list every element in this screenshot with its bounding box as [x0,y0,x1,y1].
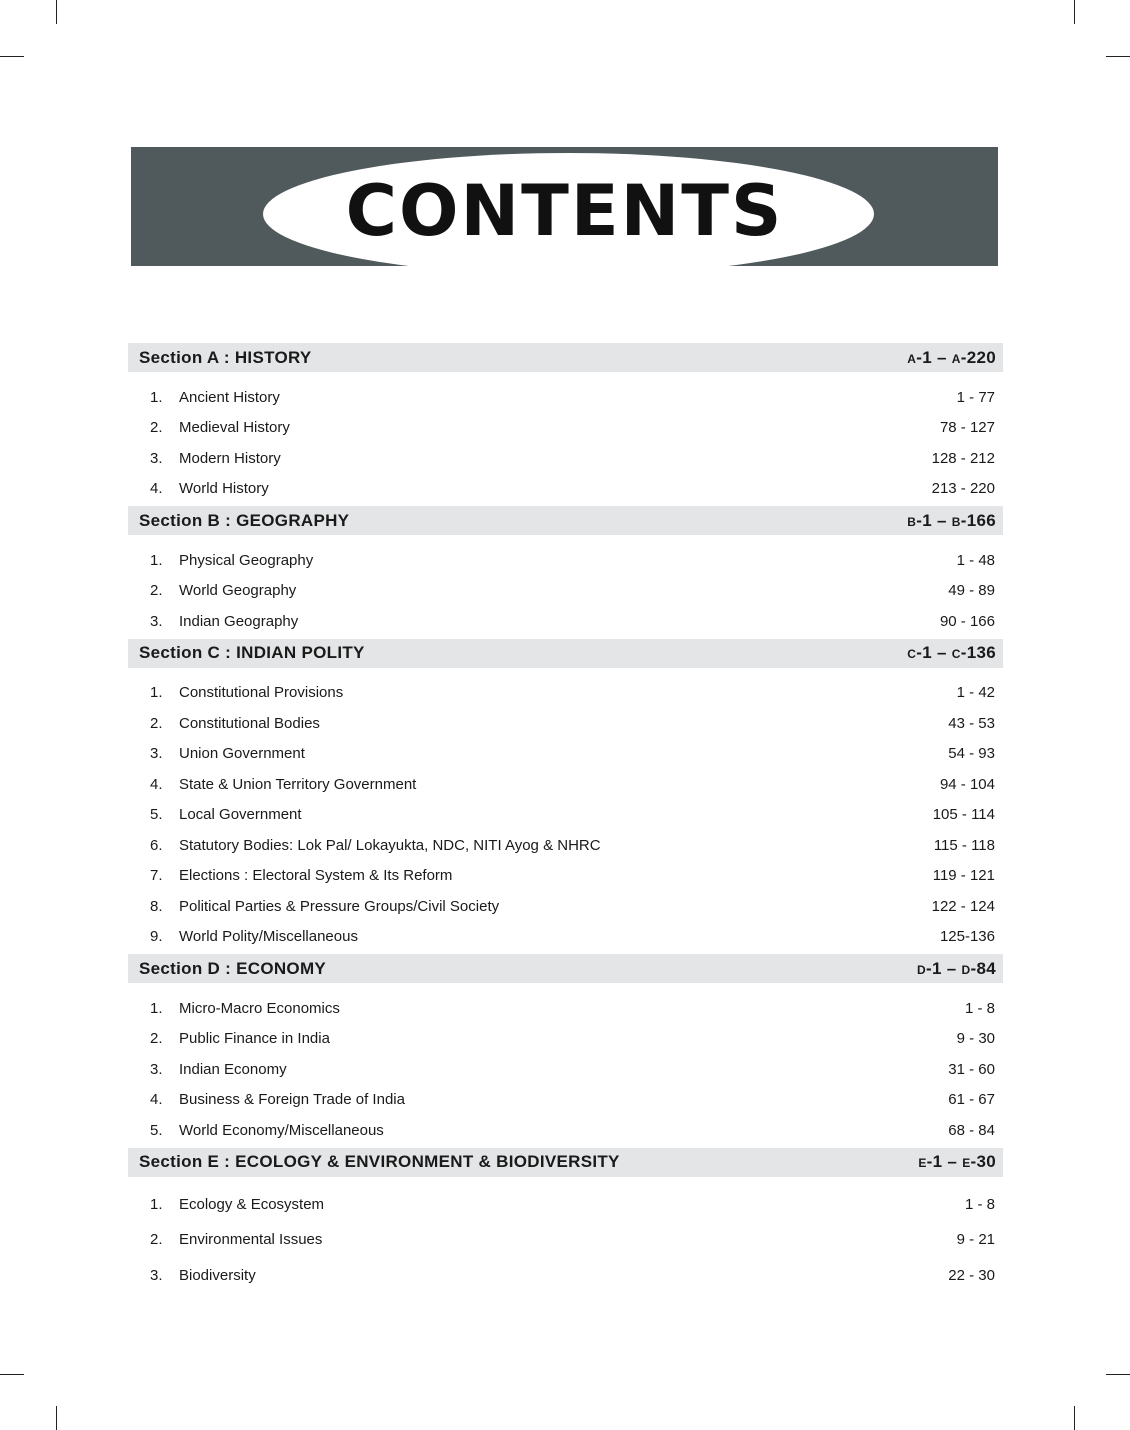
crop-mark [0,1374,24,1375]
entry-label: Modern History [179,449,281,467]
entry-pages: 125-136 [939,928,995,946]
entry-number: 1. [150,388,163,406]
entry-label: Physical Geography [179,551,314,569]
toc-entry[interactable] [128,1222,1003,1258]
toc-entry[interactable] [128,739,1003,770]
range-prefix: E [962,1156,971,1170]
entry-label: Political Parties & Pressure Groups/Civil Society [179,897,500,915]
entry-label: World History [179,480,269,498]
entry-number: 1. [150,684,163,702]
crop-mark [1074,1406,1075,1430]
section-item-list [128,668,1003,955]
toc-entry[interactable] [128,800,1003,831]
toc-entry[interactable] [128,1054,1003,1085]
section-item-list [128,372,1003,506]
entry-pages: 213 - 220 [931,480,995,498]
section-header-a[interactable] [128,343,1003,372]
entry-label: Biodiversity [179,1266,256,1284]
range-number: -1 – [916,510,952,530]
entry-label: Indian Economy [179,1060,287,1078]
toc-entry[interactable] [128,1085,1003,1116]
section-page-range [917,959,996,979]
range-prefix: C [907,647,917,661]
crop-mark [1106,56,1130,57]
entry-number: 1. [150,999,163,1017]
entry-pages: 22 - 30 [948,1266,995,1284]
toc-entry[interactable] [128,606,1003,637]
entry-number: 4. [150,775,163,793]
range-number: -1 – [916,643,952,662]
section-title: Section E : ECOLOGY & ENVIRONMENT & BIODIVERSITY [139,1152,620,1171]
entry-number: 4. [150,1091,163,1109]
crop-mark [56,1406,57,1430]
crop-mark [56,0,57,24]
entry-label: World Geography [179,582,297,600]
entry-label: Local Government [179,806,302,824]
entry-label: Union Government [179,745,305,763]
toc-entry[interactable] [128,1187,1003,1223]
section-header-c[interactable] [128,639,1003,668]
range-number: -1 – [926,958,962,978]
range-prefix: A [951,351,961,366]
entry-label: Public Finance in India [179,1030,330,1048]
entry-number: 3. [150,1266,163,1284]
entry-pages: 61 - 67 [948,1091,995,1109]
entry-number: 3. [150,1060,163,1078]
range-number: -1 – [926,1152,963,1171]
range-prefix: E [918,1156,927,1170]
toc-entry[interactable] [128,382,1003,413]
table-of-contents [128,343,1003,1295]
entry-number: 3. [150,612,163,630]
entry-pages: 119 - 121 [932,867,995,885]
entry-number: 5. [150,1121,163,1139]
toc-entry[interactable] [128,861,1003,892]
entry-pages: 128 - 212 [931,449,995,467]
range-number: -84 [970,958,996,978]
range-prefix: C [951,647,961,661]
entry-pages: 1 - 42 [956,684,995,702]
toc-entry[interactable] [128,413,1003,444]
entry-number: 1. [150,1195,163,1213]
entry-pages: 54 - 93 [948,745,995,763]
entry-label: State & Union Territory Government [179,775,417,793]
section-title: Section C : INDIAN POLITY [139,643,365,662]
entry-number: 5. [150,806,163,824]
section-item-list [128,535,1003,639]
entry-label: Statutory Bodies: Lok Pal/ Lokayukta, NDC, NITI Ayog & NHRC [179,836,601,854]
entry-number: 6. [150,836,163,854]
toc-entry[interactable] [128,545,1003,576]
toc-entry[interactable] [128,1024,1003,1055]
range-number: -220 [960,347,996,367]
range-number: -136 [960,643,996,662]
entry-pages: 94 - 104 [939,775,995,793]
section-page-range [907,643,996,663]
entry-pages: 105 - 114 [932,806,995,824]
toc-entry[interactable] [128,830,1003,861]
toc-entry[interactable] [128,443,1003,474]
entry-label: World Economy/Miscellaneous [179,1121,384,1139]
range-prefix: A [907,351,917,366]
entry-number: 8. [150,897,163,915]
toc-entry[interactable] [128,769,1003,800]
entry-number: 3. [150,745,163,763]
contents-banner [131,147,998,266]
range-prefix: B [907,514,917,529]
section-item-list [128,1177,1003,1296]
range-number: -166 [960,510,996,530]
range-number: -1 – [916,347,952,367]
toc-entry[interactable] [128,678,1003,709]
entry-pages: 1 - 8 [964,1195,995,1213]
entry-label: Elections : Electoral System & Its Reform [179,867,453,885]
entry-pages: 43 - 53 [948,714,995,732]
section-title: Section D : ECONOMY [139,958,327,978]
section-page-range [918,1152,996,1172]
entry-number: 2. [150,419,163,437]
crop-mark [1074,0,1075,24]
entry-label: Micro-Macro Economics [179,999,340,1017]
section-header-d[interactable] [128,954,1003,983]
crop-mark [1106,1374,1130,1375]
entry-pages: 9 - 30 [956,1030,995,1048]
range-prefix: B [951,514,961,529]
range-prefix: D [961,962,971,977]
entry-number: 2. [150,714,163,732]
entry-pages: 31 - 60 [948,1060,995,1078]
section-page-range [907,348,996,368]
entry-pages: 115 - 118 [933,836,995,854]
toc-entry[interactable] [128,576,1003,607]
entry-pages: 49 - 89 [948,582,995,600]
toc-entry[interactable] [128,708,1003,739]
entry-pages: 1 - 8 [964,999,995,1017]
section-title: Section B : GEOGRAPHY [139,510,350,530]
entry-label: Ancient History [179,388,280,406]
toc-entry[interactable] [128,993,1003,1024]
range-prefix: D [917,962,927,977]
entry-number: 3. [150,449,163,467]
entry-number: 9. [150,928,163,946]
toc-entry[interactable] [128,1115,1003,1146]
entry-number: 4. [150,480,163,498]
entry-pages: 1 - 48 [956,551,995,569]
toc-entry[interactable] [128,1258,1003,1294]
entry-label: Environmental Issues [179,1231,323,1249]
entry-number: 2. [150,1030,163,1048]
page-title: CONTENTS [345,170,784,252]
entry-number: 2. [150,582,163,600]
section-header-e[interactable] [128,1148,1003,1177]
section-item-list [128,983,1003,1148]
toc-entry[interactable] [128,922,1003,953]
entry-label: World Polity/Miscellaneous [179,928,358,946]
entry-pages: 90 - 166 [939,612,995,630]
entry-pages: 122 - 124 [931,897,995,915]
entry-number: 2. [150,1231,163,1249]
toc-entry[interactable] [128,891,1003,922]
entry-label: Medieval History [179,419,290,437]
entry-label: Constitutional Provisions [179,684,344,702]
entry-pages: 1 - 77 [956,388,995,406]
section-page-range [907,511,996,531]
range-number: -30 [970,1152,996,1171]
toc-entry[interactable] [128,474,1003,505]
section-header-b[interactable] [128,506,1003,535]
entry-pages: 68 - 84 [948,1121,995,1139]
entry-label: Constitutional Bodies [179,714,320,732]
section-title: Section A : HISTORY [139,347,312,367]
entry-label: Indian Geography [179,612,299,630]
entry-number: 7. [150,867,163,885]
crop-mark [0,56,24,57]
entry-pages: 78 - 127 [939,419,995,437]
entry-number: 1. [150,551,163,569]
entry-pages: 9 - 21 [956,1231,995,1249]
entry-label: Business & Foreign Trade of India [179,1091,405,1109]
entry-label: Ecology & Ecosystem [179,1195,325,1213]
